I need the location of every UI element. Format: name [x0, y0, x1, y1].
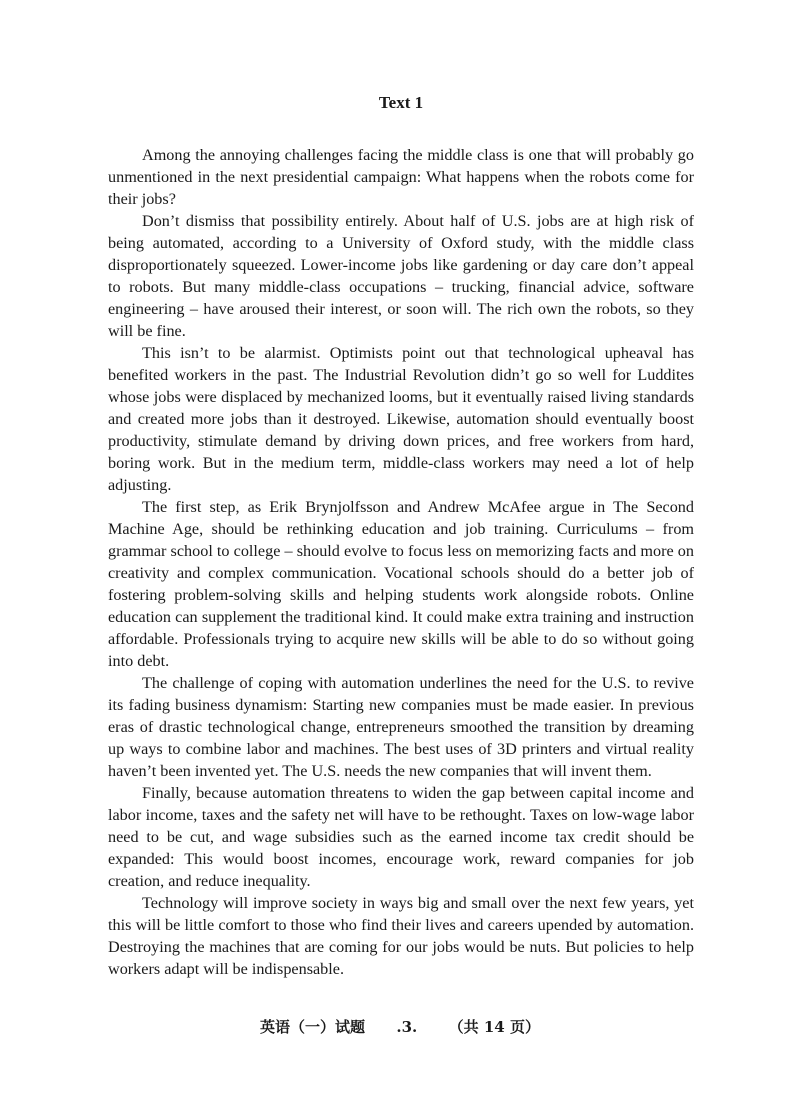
passage-text: [108, 144, 694, 980]
paragraph: Finally, because automation threatens to widen the gap between capital income and labor income, taxes and the safety net will have to be rethought. Taxes on low-wage labor need to be cut, and wage subsidies such as the earned income tax credit should be expanded: This would boost incomes, encourage work, reward companies for job creation, and reduce inequality.: [108, 784, 694, 890]
paragraph: Among the annoying challenges facing the middle class is one that will probably go unmentioned in the next presidential campaign: What happens when the robots come for their jobs?: [108, 146, 694, 208]
paragraph: The challenge of coping with automation underlines the need for the U.S. to revive its fading business dynamism: Starting new companies must be made easier. In previous eras of drastic technological change, entrepreneurs smoothed the transition by dreaming up ways to combine labor and machines. The best uses of 3D printers and virtual reality haven’t been invented yet. The U.S. needs the new companies that will invent them.: [108, 674, 694, 780]
paragraph: Don’t dismiss that possibility entirely. About half of U.S. jobs are at high risk of being automated, according to a University of Oxford study, with the middle class disproportionately squeezed. Lower-income jobs like gardening or day care don’t appeal to robots. But many middle-class occupations – trucking, financial advice, software engineering – have aroused their interest, or soon will. The rich own the robots, so they will be fine.: [108, 212, 694, 340]
paragraph: This isn’t to be alarmist. Optimists point out that technological upheaval has benefited workers in the past. The Industrial Revolution didn’t go so well for Luddites whose jobs were displaced by mechanized looms, but it eventually raised living standards and created more jobs than it destroyed. Likewise, automation should eventually boost productivity, stimulate demand by driving down prices, and free workers from hard, boring work. But in the medium term, middle-class workers may need a lot of help adjusting.: [108, 344, 694, 494]
total-pages: （共 14 页）: [448, 1018, 540, 1036]
paragraph: The first step, as Erik Brynjolfsson and Andrew McAfee argue in The Second Machine Age, should be rethinking education and job training. Curriculums – from grammar school to college – should evolve to focus less on memorizing facts and more on creativity and complex communication. Vocational schools should do a better job of fostering problem-solving skills and helping students work alongside robots. Online education can supplement the traditional kind. It could make extra training and instruction affordable. Professionals trying to acquire new skills will be able to do so without going into debt.: [108, 498, 694, 670]
paragraph: Technology will improve society in ways big and small over the next few years, yet this will be little comfort to those who find their lives and careers upended by automation. Destroying the machines that are coming for our jobs would be nuts. But policies to help workers adapt will be indispensable.: [108, 894, 694, 978]
exam-label: 英语（一）试题: [260, 1018, 366, 1036]
document-body: [108, 92, 694, 980]
page-footer: [0, 1017, 800, 1037]
page-number: .3.: [396, 1018, 418, 1036]
passage-title: Text 1: [378, 93, 424, 112]
